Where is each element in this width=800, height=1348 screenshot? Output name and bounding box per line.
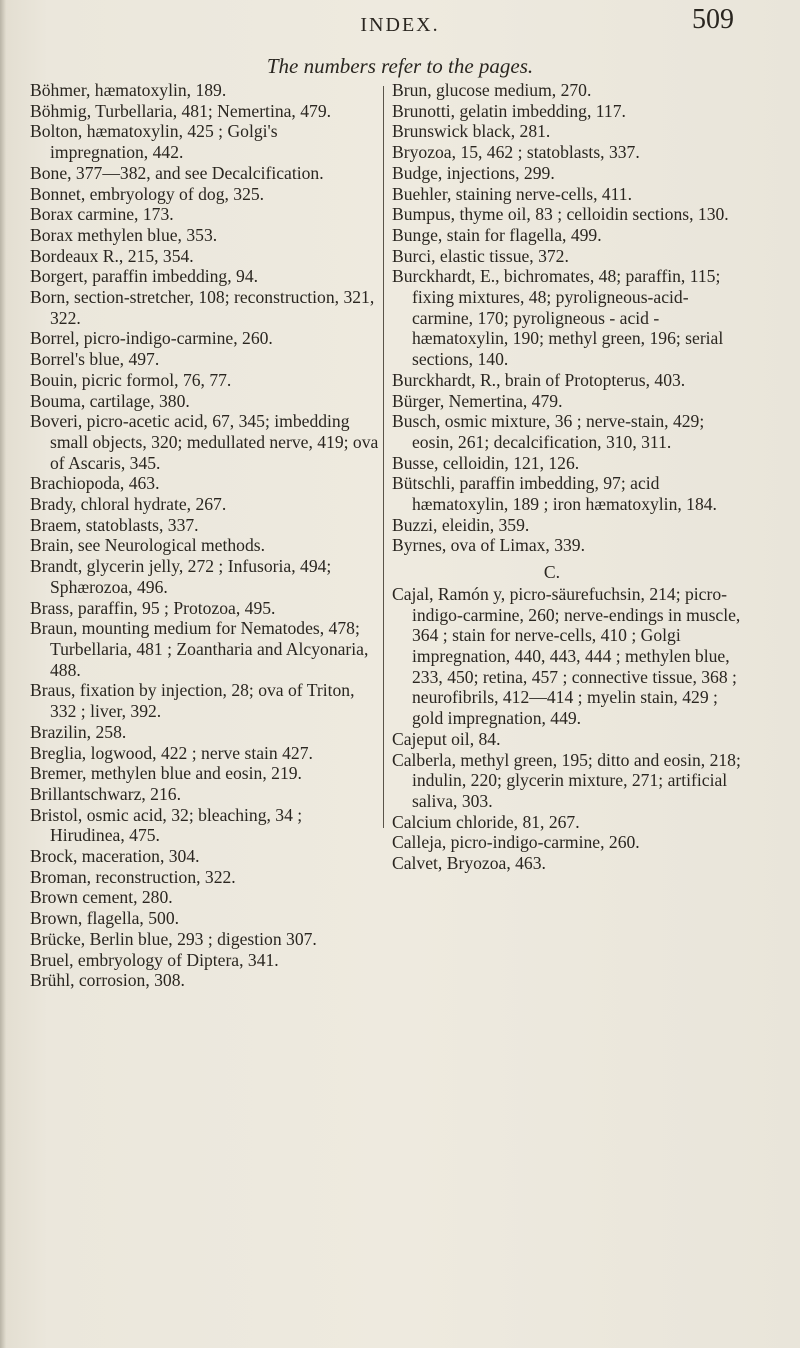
- index-entry: Cajal, Ramón y, picro-säurefuchsin, 214; picro-indigo-carmine, 260; nerve-endings in muscle, 364 ; stain for nerve-cells, 410 ; Golgi impregnation, 440, 443, 444 ; methylen blue, 233, 450; retina, 457 ; connective tissue, 368 ; neurofibrils, 412—414 ; myelin stain, 429 ; gold impregnation, 449.: [392, 583, 741, 729]
- page-number: 509: [692, 4, 734, 35]
- index-entry: Bruel, embryology of Diptera, 341.: [30, 949, 279, 970]
- index-entry: Boveri, picro-acetic acid, 67, 345; imbedding small objects, 320; medullated nerve, 419; ova of Ascaris, 345.: [30, 411, 379, 473]
- section-letter: C.: [543, 562, 561, 583]
- index-entry: Burckhardt, R., brain of Protopterus, 403.: [392, 369, 686, 390]
- index-entry: Busch, osmic mixture, 36 ; nerve-stain, 429; eosin, 261; decalcification, 310, 311.: [392, 411, 705, 452]
- index-entry: Brun, glucose medium, 270.: [392, 80, 592, 100]
- index-entry: Bumpus, thyme oil, 83 ; celloidin sections, 130.: [392, 204, 729, 225]
- index-entry: Brass, paraffin, 95 ; Protozoa, 495.: [30, 597, 276, 618]
- right-column: [392, 80, 742, 874]
- index-entry: Borrel, picro-indigo-carmine, 260.: [30, 328, 273, 349]
- index-entry: Buzzi, eleidin, 359.: [392, 514, 530, 535]
- index-entry: Braem, statoblasts, 337.: [30, 514, 199, 535]
- index-entry: Busse, celloidin, 121, 126.: [392, 452, 580, 473]
- index-entry: Brandt, glycerin jelly, 272 ; Infusoria, 494; Sphærozoa, 496.: [30, 556, 332, 597]
- index-entry: Brown, flagella, 500.: [30, 908, 180, 929]
- index-entry: Borrel's blue, 497.: [30, 349, 160, 370]
- index-entry: Borax methylen blue, 353.: [30, 224, 218, 245]
- index-entry: Brücke, Berlin blue, 293 ; digestion 307.: [30, 928, 317, 949]
- index-entry: Braus, fixation by injection, 28; ova of Triton, 332 ; liver, 392.: [30, 680, 355, 722]
- index-entry: Burckhardt, E., bichromates, 48; paraffin, 115; fixing mixtures, 48; pyroligneous-acid-carmine, 170; pyroligneous - acid - hæmatoxylin, 190; methyl green, 196; serial sections, 140.: [392, 266, 724, 370]
- index-entry: Bone, 377—382, and see Decalcification.: [30, 162, 324, 183]
- index-entry: Brunotti, gelatin imbedding, 117.: [392, 100, 626, 121]
- index-entry: Buehler, staining nerve-cells, 411.: [392, 183, 632, 204]
- index-entry: Breglia, logwood, 422 ; nerve stain 427.: [30, 742, 313, 763]
- index-entry: Bouin, picric formol, 76, 77.: [30, 369, 232, 390]
- index-entry: Burci, elastic tissue, 372.: [392, 245, 569, 266]
- index-entry: Böhmig, Turbellaria, 481; Nemertina, 479.: [30, 100, 332, 121]
- index-entry: Brain, see Neurological methods.: [30, 535, 266, 556]
- index-entry: Borax carmine, 173.: [30, 204, 174, 225]
- index-entry: Cajeput oil, 84.: [392, 728, 501, 749]
- index-entry: Broman, reconstruction, 322.: [30, 866, 236, 887]
- index-entry: Brazilin, 258.: [30, 721, 127, 742]
- index-entry: Brachiopoda, 463.: [30, 473, 160, 494]
- index-entry: Bonnet, embryology of dog, 325.: [30, 183, 265, 204]
- index-entry: Brunswick black, 281.: [392, 121, 551, 142]
- index-entry: Brock, maceration, 304.: [30, 846, 200, 867]
- index-entry: Bryozoa, 15, 462 ; statoblasts, 337.: [392, 142, 640, 163]
- index-entry: Brühl, corrosion, 308.: [30, 970, 185, 991]
- index-entry: Brady, chloral hydrate, 267.: [30, 494, 227, 515]
- index-entry: Brown cement, 280.: [30, 887, 173, 908]
- left-column: [30, 80, 380, 991]
- index-entry: Bürger, Nemertina, 479.: [392, 390, 563, 411]
- index-entry: Calleja, picro-indigo-carmine, 260.: [392, 832, 640, 853]
- index-entry: Calcium chloride, 81, 267.: [392, 811, 580, 832]
- index-entry: Born, section-stretcher, 108; reconstruction, 321, 322.: [30, 287, 375, 328]
- index-entry: Bordeaux R., 215, 354.: [30, 245, 194, 266]
- page-edge-shadow: [0, 0, 6, 1348]
- index-entry: Calvet, Bryozoa, 463.: [392, 853, 546, 874]
- index-entry: Bremer, methylen blue and eosin, 219.: [30, 763, 302, 784]
- index-entry: Bütschli, paraffin imbedding, 97; acid hæmatoxylin, 189 ; iron hæmatoxylin, 184.: [392, 473, 717, 515]
- running-head: INDEX.: [360, 14, 440, 36]
- index-entry: Bristol, osmic acid, 32; bleaching, 34 ; Hirudinea, 475.: [30, 804, 303, 846]
- index-entry: Böhmer, hæmatoxylin, 189.: [30, 80, 227, 100]
- index-entry: Bolton, hæmatoxylin, 425 ; Golgi's impregnation, 442.: [30, 121, 278, 163]
- index-entry: Borgert, paraffin imbedding, 94.: [30, 266, 259, 287]
- index-note: The numbers refer to the pages.: [266, 54, 534, 78]
- index-entry: Bunge, stain for flagella, 499.: [392, 224, 602, 245]
- index-entry: Budge, injections, 299.: [392, 162, 555, 183]
- index-entry: Braun, mounting medium for Nematodes, 478; Turbellaria, 481 ; Zoantharia and Alcyonaria, 488.: [30, 618, 369, 680]
- index-entry: Calberla, methyl green, 195; ditto and eosin, 218; indulin, 220; glycerin mixture, 271; artificial saliva, 303.: [392, 749, 741, 811]
- index-entry: Byrnes, ova of Limax, 339.: [392, 535, 586, 556]
- column-divider: [383, 86, 384, 828]
- index-entry: Brillantschwarz, 216.: [30, 783, 181, 804]
- index-entry: Bouma, cartilage, 380.: [30, 390, 190, 411]
